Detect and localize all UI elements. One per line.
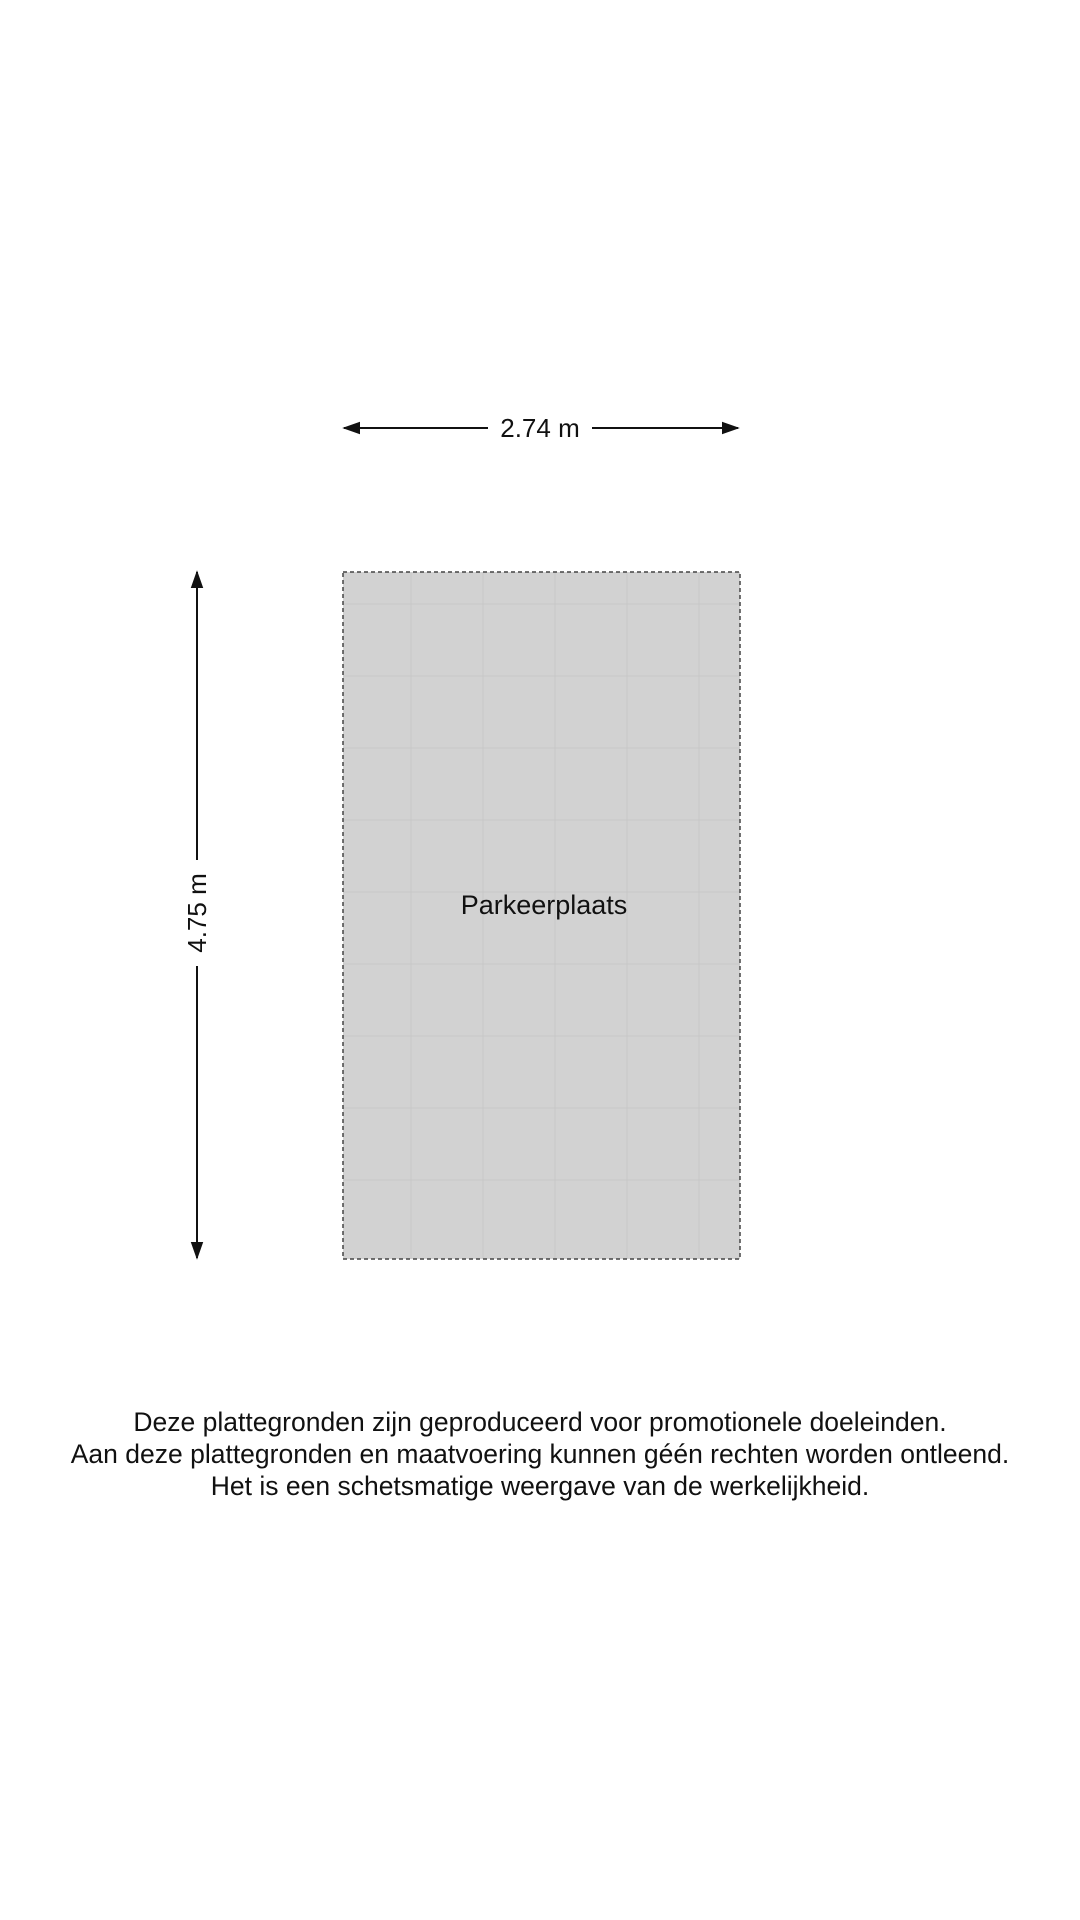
room-label: Parkeerplaats <box>460 890 628 920</box>
height-dimension <box>182 572 212 1258</box>
height-dimension-label: 4.75 m <box>182 873 212 953</box>
disclaimer-line-1: Deze plattegronden zijn geproduceerd voor promotionele doeleinden. <box>133 1407 947 1437</box>
disclaimer-line-3: Het is een schetsmatige weergave van de werkelijkheid. <box>210 1471 870 1501</box>
room-parkeerplaats <box>343 572 740 1259</box>
disclaimer-line-2: Aan deze plattegronden en maatvoering kunnen géén rechten worden ontleend. <box>70 1439 1010 1469</box>
disclaimer <box>0 1406 1080 1502</box>
width-dimension <box>344 413 738 443</box>
width-dimension-label: 2.74 m <box>500 413 580 443</box>
